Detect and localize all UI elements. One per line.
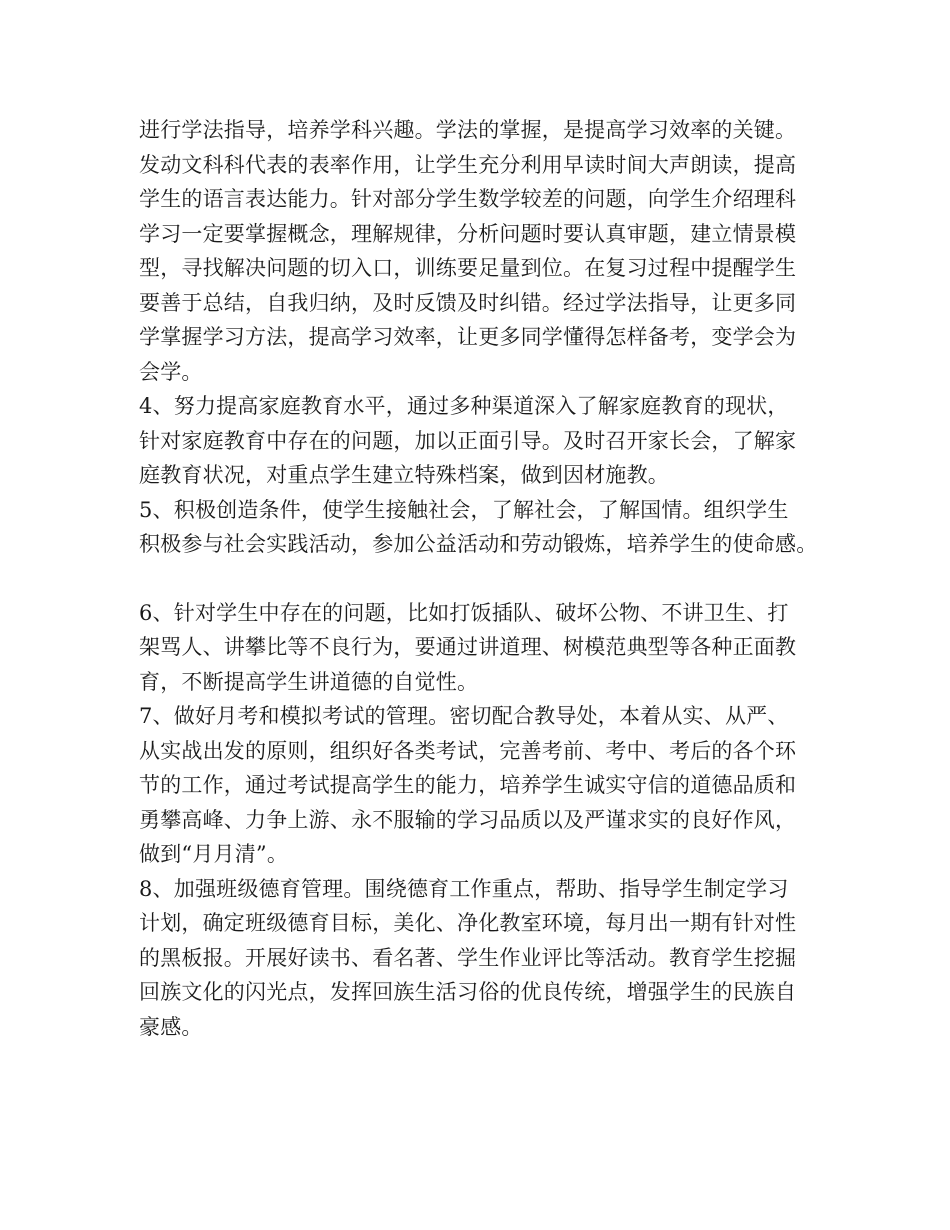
text-line: 计划，确定班级德育目标，美化、净化教室环境，每月出一期有针对性 <box>139 911 797 935</box>
text-line: 5、积极创造条件，使学生接触社会，了解社会，了解国情。组织学生 <box>139 497 789 522</box>
text-line: 学生的语言表达能力。针对部分学生数学较差的问题，向学生介绍理科 <box>139 187 797 211</box>
text-line: 积极参与社会实践活动，参加公益活动和劳动锻炼，培养学生的使命感。 <box>139 532 818 556</box>
paragraph-study-method <box>139 113 829 389</box>
text-line: 要善于总结，自我归纳，及时反馈及时纠错。经过学法指导，让更多同 <box>139 290 797 315</box>
text-line: 豪感。 <box>139 1014 203 1039</box>
text-line: 的黑板报。开展好读书、看名著、学生作业评比等活动。教育学生挖掘 <box>139 945 797 970</box>
paragraph-item-4 <box>139 389 829 493</box>
text-line: 从实战出发的原则，组织好各类考试，完善考前、考中、考后的各个环 <box>139 738 797 763</box>
text-line: 回族文化的闪光点，发挥回族生活习俗的优良传统，增强学生的民族自 <box>139 980 797 1004</box>
text-line: 做到“月月清”。 <box>139 842 289 866</box>
text-line: 架骂人、讲攀比等不良行为，要通过讲道理、树模范典型等各种正面教 <box>139 635 797 659</box>
paragraph-item-7 <box>139 699 829 872</box>
paragraph-spacer <box>139 562 829 596</box>
document-body <box>139 113 829 1044</box>
text-line: 4、努力提高家庭教育水平，通过多种渠道深入了解家庭教育的现状， <box>139 394 789 418</box>
text-line: 发动文科科代表的表率作用，让学生充分利用早读时间大声朗读，提高 <box>139 152 797 177</box>
text-line: 节的工作，通过考试提高学生的能力，培养学生诚实守信的道德品质和 <box>139 773 797 797</box>
text-line: 会学。 <box>139 359 203 384</box>
text-line: 学习一定要掌握概念，理解规律，分析问题时要认真审题，建立情景模 <box>139 221 797 246</box>
text-line: 勇攀高峰、力争上游、永不服输的学习品质以及严谨求实的良好作风， <box>139 807 797 832</box>
text-line: 型，寻找解决问题的切入口，训练要足量到位。在复习过程中提醒学生 <box>139 256 797 280</box>
text-line: 庭教育状况，对重点学生建立特殊档案，做到因材施教。 <box>139 463 669 487</box>
paragraph-item-5 <box>139 493 829 562</box>
text-line: 学掌握学习方法，提高学习效率，让更多同学懂得怎样备考，变学会为 <box>139 325 797 349</box>
text-line: 进行学法指导，培养学科兴趣。学法的掌握，是提高学习效率的关键。 <box>139 118 797 142</box>
text-line: 8、加强班级德育管理。围绕德育工作重点，帮助、指导学生制定学习 <box>139 876 789 901</box>
text-line: 7、做好月考和模拟考试的管理。密切配合教导处，本着从实、从严、 <box>139 704 789 728</box>
text-line: 针对家庭教育中存在的问题，加以正面引导。及时召开家长会，了解家 <box>139 428 797 453</box>
paragraph-item-6 <box>139 596 829 700</box>
text-line: 育，不断提高学生讲道德的自觉性。 <box>139 669 479 694</box>
text-line: 6、针对学生中存在的问题，比如打饭插队、破坏公物、不讲卫生、打 <box>139 600 789 625</box>
paragraph-item-8 <box>139 872 829 1045</box>
